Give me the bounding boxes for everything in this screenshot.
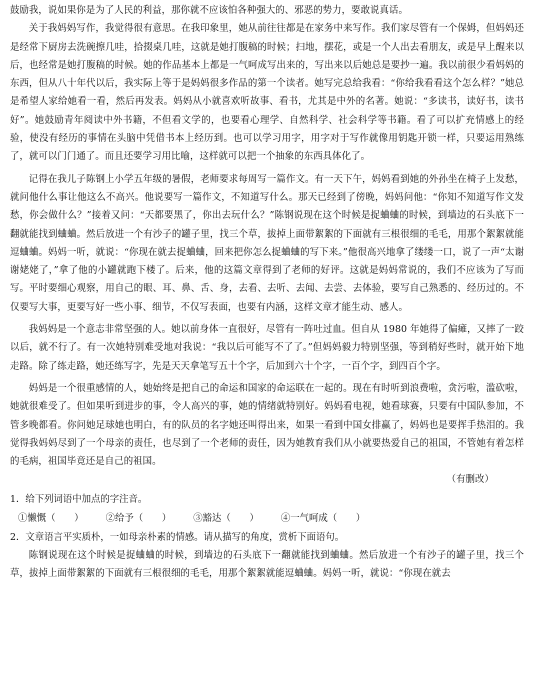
source-note: （有删改） (446, 474, 494, 486)
question-1-stem: 1．给下列词语中加点的字注音。 (10, 493, 148, 505)
question-1-option: ④一气呵成（ ） (280, 512, 366, 524)
article-paragraph-3: 记得在我儿子陈钢上小学五年级的暑假，老师要求每周写一篇作文。有一天下午，妈妈看到她的外孙坐在椅子上发愁，就问他什么事让他这么不高兴。他说要写一篇作文，不知道写什么。那天已经到了傍晚，妈妈问他：“你知不知道写作文发愁，你会做什么？”接着又问：“天都要黑了，你出去玩什么？”陈钢说现在这个时候是捉蛐蛐的时候，到墙边的石头底下一翻就能找到蛐蛐。然后放进一个有沙子的罐子里，找三个草，拔掉上面带絮絮的下面就有三根很细的毛毛，用那个絮絮就能逗蛐蛐。妈妈一听，就说：“你现在就去捉蛐蛐，回来把你怎么捉蛐蛐的写下来。”他很高兴地拿了缕缕一口，说了一声“太谢谢姥姥了，”拿了他的小罐就跑下楼了。后来，他的这篇文章得到了老师的好评。这就是妈妈常说的，我们不应该为了写而写。平时要细心观察，用自己的眼、耳、鼻、舌、身，去看、去听、去闻、去尝、去体验，要写自己熟悉的、经历过的。不仅要写大事，更要写好一些小事、细节，不仅写表面，也要有内涵，这样文章才能生动、感人。 (10, 173, 524, 313)
question-1-options (10, 509, 524, 528)
article-paragraph-5: 妈妈是一个很重感情的人，她始终是把自己的命运和国家的命运联在一起的。现在有时听到浪费啦，贪污啦，滥砍啦，她就很难受了。但如果听到进步的事，令人高兴的事，她的情绪就特别好。妈妈看电视，她看球赛，只要有中国队参加，不管多晚都看。你问她足球她也明白，有的队员的名字她还叫得出来，如果一看到中国女排赢了，妈妈也是要挥手热泪的。我觉得我妈妈尽到了一个母亲的责任，也尽到了一个老师的责任，因为她教育我们从小就要热爱自己的祖国，不管她有着怎样的毛病，祖国毕竟还是自己的祖国。 (10, 382, 524, 468)
article-paragraph-2: 关于我妈妈写作，我觉得很有意思。在我印象里，她从前往往都是在家务中来写作。我们家尽管有一个保姆，但妈妈还是经常下厨房去洗碗擦几哇，拾掇桌几哇，这就是她打腹稿的时候；扫地，摆花，或是一个人出去看朋友，或是早上醒来以后，也经常是她打腹稿的时候。她的作品基本上都是一气呵成写出来的，写出来以后她总是要抄一遍。我以前很少看妈妈的东西，但从八十年代以后，我实际上等于是妈妈很多作品的第一个读者。她写完总给我看：“你给我看看这个怎么样？”她总是希望人家给她看一看，然后再发表。妈妈从小就喜欢听故事、看书，尤其是中外的名著。她说：“多读书，读好书，读书好”。她鼓励青年阅读中外书籍，不但看文学的，也要看心理学、自然科学、社会科学等书籍。看了可以扩充情感上的经验，使没有经历的事情在头脑中凭借书本上经历到。也可以学习用字，用字对于写作就像用钥匙开锁一样，只要运用熟练了，就可以门门通了。而且还要学习用比喻，这样就可以把一个抽象的东西具体化了。 (10, 23, 524, 163)
question-1-option: ③豁达（ ） (193, 512, 259, 524)
article-paragraph-4: 我妈妈是一个意志非常坚强的人。她以前身体一直很好，尽管有一阵吐过血。但自从 1980 年她得了偏瘫，又摔了一跤以后，就不行了。有一次她特别难受地对我说：“我以后可能写不了了。”但妈妈毅力特别坚强，等到稍好些时，就开始下地走路。除了练走路，她还练写字，先是天天拿笔写五十个字，后加到六十个字，一百个字，到四百个字。 (10, 324, 524, 372)
article-paragraph-1: 鼓励我，说如果你是为了人民的利益，那你就不应该怕各种强大的、邪恶的势力，要敢说真话。 (10, 5, 408, 16)
question-1-option: ①懒慨（ ） (18, 512, 84, 524)
question-2-quote: 陈钢说现在这个时候是捉蛐蛐的时候，到墙边的石头底下一翻就能找到蛐蛐。然后放进一个有沙子的罐子里，找三个草，拔掉上面带絮絮的下面就有三根很细的毛毛，用那个絮絮就能逗蛐蛐。妈妈一听，就说：“你现在就去 (10, 549, 524, 580)
question-1-option: ②给予（ ） (105, 512, 172, 524)
question-2-stem: 2．文章语言平实质朴，一如母亲朴素的情感。请从描写的角度，赏析下面语句。 (10, 531, 345, 543)
